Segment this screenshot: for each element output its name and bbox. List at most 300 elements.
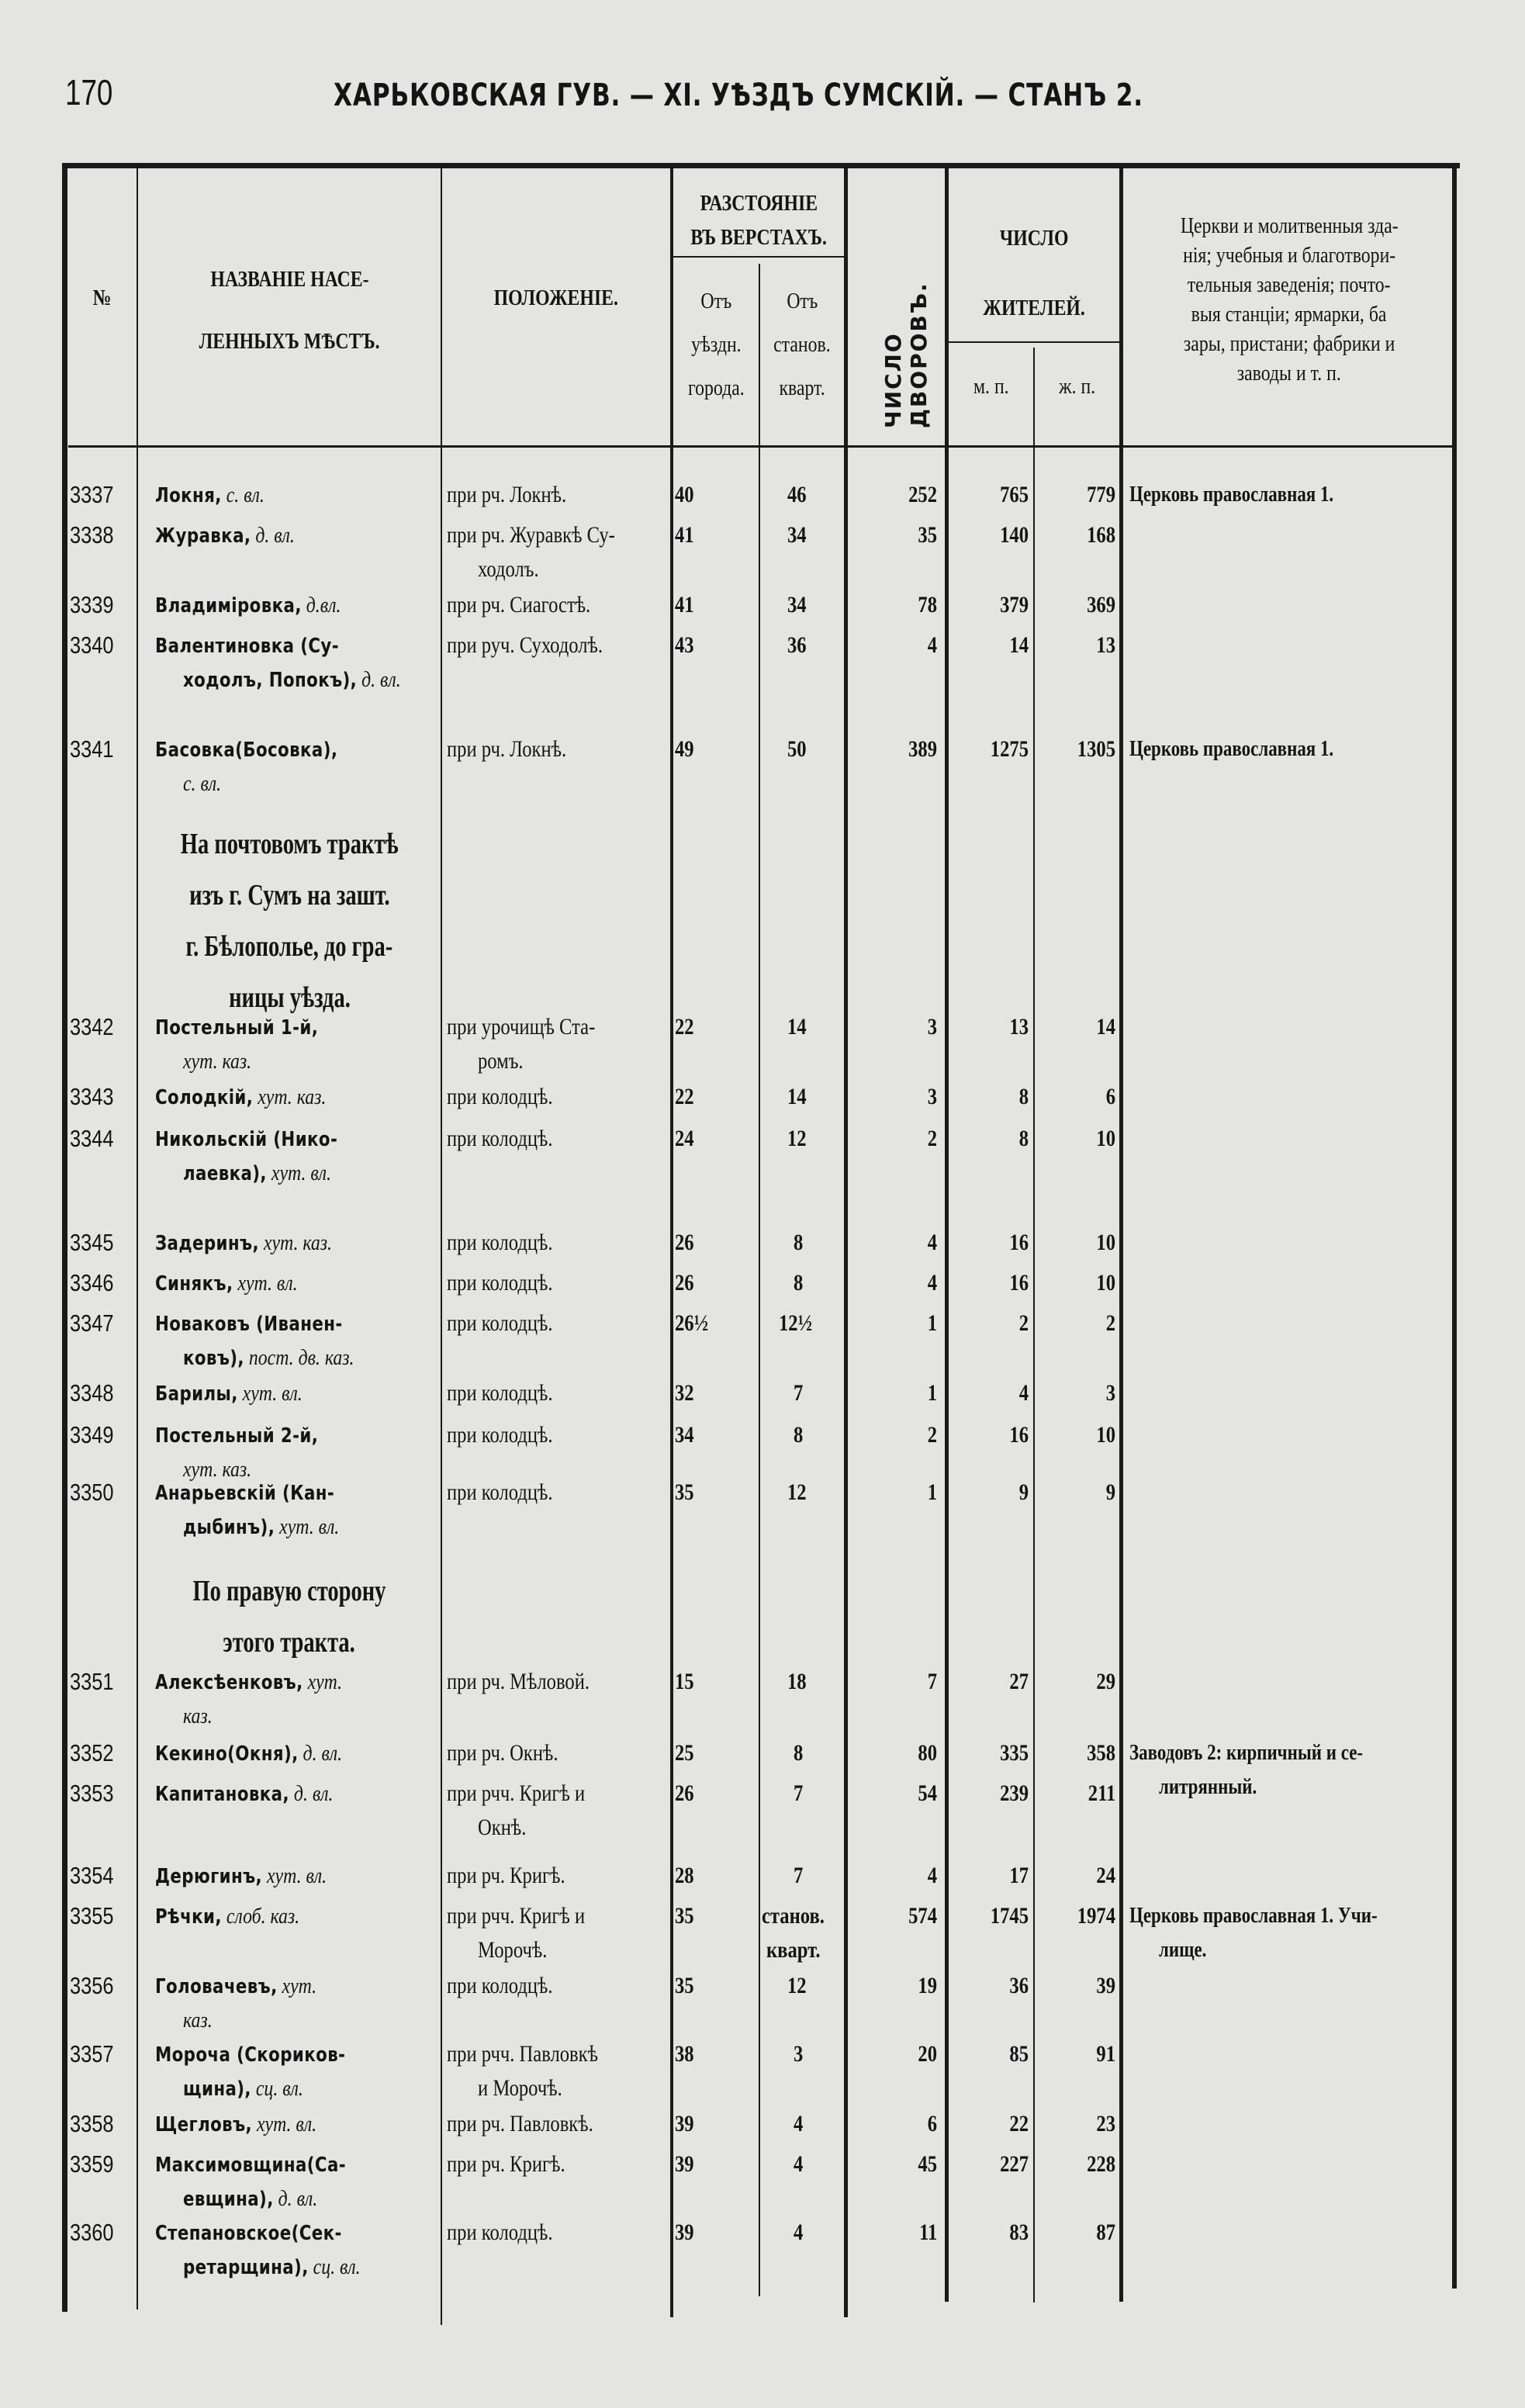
male-count-text: 14	[1009, 632, 1029, 658]
distance-from-city-text: 40	[675, 482, 694, 507]
position-text: при урочищѣ Ста-	[447, 1014, 596, 1040]
position	[447, 1308, 670, 1339]
female-count	[1036, 520, 1115, 551]
settlement-name	[155, 1268, 439, 1299]
female-count	[1036, 1378, 1115, 1409]
header-from-stan-3: кварт.	[779, 375, 825, 400]
position	[447, 1268, 670, 1299]
settlement-name-wrap	[155, 2109, 316, 2140]
distance-from-stan	[762, 1308, 836, 1339]
households-text: 19	[918, 1973, 937, 1998]
female-count-text: 10	[1096, 1422, 1115, 1448]
settlement-name	[155, 1778, 439, 1810]
position-text: при колодцѣ.	[447, 2219, 553, 2245]
header-from-city-2: уѣздн.	[690, 332, 742, 357]
settlement-name-text: Постельный 1-й,	[155, 1016, 319, 1040]
male-count	[951, 1081, 1029, 1112]
distance-from-stan	[762, 630, 836, 661]
distance-from-city	[675, 1081, 752, 1112]
settlement-name-cont-wrap	[183, 1511, 339, 1543]
col-sep-distance	[844, 168, 848, 2317]
settlement-name-cont-text: ковъ),	[183, 1347, 244, 1370]
position	[447, 2109, 670, 2140]
households-text: 4	[927, 1230, 937, 1255]
distance-from-city	[675, 2217, 752, 2248]
position-cont	[478, 1046, 670, 1077]
male-count-text: 22	[1009, 2111, 1029, 2136]
distance-from-city	[675, 1012, 752, 1043]
female-count-text: 91	[1096, 2041, 1115, 2067]
households-text: 1	[927, 1310, 937, 1336]
distance-from-stan-text: 8	[793, 1270, 803, 1296]
row-number	[70, 1477, 137, 1508]
distance-from-stan-text: 7	[793, 1380, 803, 1406]
male-count	[951, 1970, 1029, 2001]
distance-from-city	[675, 1666, 752, 1697]
section-line: По правую сторону	[192, 1575, 386, 1607]
households	[853, 1420, 937, 1451]
section-line: изъ г. Сумъ на зашт.	[188, 879, 390, 912]
row-number-text: 3348	[70, 1379, 114, 1406]
row-number-text: 3344	[70, 1125, 114, 1152]
settlement-name-wrap	[155, 2149, 346, 2181]
distance-from-stan-text: 34	[787, 522, 807, 548]
settlement-type: д. вл.	[303, 1741, 343, 1766]
settlement-name-cont-wrap	[183, 1342, 354, 1374]
male-count	[951, 1268, 1029, 1299]
households	[853, 1123, 937, 1154]
settlement-name-cont	[183, 1342, 439, 1374]
settlement-name-text: Солодкій,	[155, 1086, 254, 1109]
distance-from-stan-text: 12	[787, 1126, 807, 1151]
male-count	[951, 1666, 1029, 1697]
female-count-text: 9	[1105, 1479, 1115, 1505]
header-male	[949, 369, 1033, 403]
female-count	[1036, 630, 1115, 661]
settlement-name-cont	[183, 664, 439, 696]
distance-from-stan	[762, 734, 836, 765]
notes-cont	[1159, 1772, 1449, 1803]
distance-from-stan	[762, 2109, 836, 2140]
settlement-name-cont	[183, 1511, 439, 1543]
female-count	[1036, 590, 1115, 621]
settlement-name-wrap	[155, 2217, 342, 2249]
households-text: 1	[927, 1479, 937, 1505]
households-text: 4	[927, 1863, 937, 1888]
distance-from-stan-text: 50	[787, 736, 807, 762]
settlement-type: хут. вл.	[256, 2112, 317, 2136]
position-text: при колодцѣ.	[447, 1084, 553, 1109]
settlement-name	[155, 1970, 439, 2002]
row-number-text: 3343	[70, 1083, 114, 1110]
male-count	[951, 2217, 1029, 2248]
settlement-type: слоб. каз.	[226, 1904, 300, 1929]
position-text: при колодцѣ.	[447, 1973, 553, 1998]
row-number-text: 3355	[70, 1902, 114, 1929]
header-from-stan	[760, 279, 844, 410]
female-count-text: 10	[1096, 1230, 1115, 1255]
distance-from-city-text: 39	[675, 2219, 694, 2245]
settlement-type-cont: хут. каз.	[183, 1049, 252, 1074]
male-count	[951, 1012, 1029, 1043]
position-text: при колодцѣ.	[447, 1270, 553, 1296]
male-count	[951, 734, 1029, 765]
distance-from-stan	[762, 590, 836, 621]
distance-from-stan	[762, 1666, 836, 1697]
distance-from-stan	[762, 1012, 836, 1043]
households-text: 4	[927, 632, 937, 658]
position-text: при колодцѣ.	[447, 1230, 553, 1255]
distance-from-city-text: 22	[675, 1014, 694, 1040]
col-sep-male	[1033, 348, 1035, 2302]
female-count-text: 1974	[1077, 1903, 1115, 1929]
settlement-name-text: Басовка(Босовка),	[155, 739, 338, 762]
settlement-name-wrap	[155, 1970, 316, 2002]
distance-from-stan-text: 7	[793, 1863, 803, 1888]
settlement-type: хут. каз.	[263, 1230, 333, 1255]
distance-from-city-text: 25	[675, 1740, 694, 1766]
row-number	[70, 1666, 137, 1697]
distance-from-city-text: 38	[675, 2041, 694, 2067]
male-count	[951, 2109, 1029, 2140]
position-cont-text: ходолъ.	[478, 556, 539, 582]
header-name-line2: ЛЕННЫХЪ МѢСТЪ.	[199, 329, 380, 354]
distance-from-stan	[762, 479, 836, 510]
header-notes-5: зары, пристани; фабрики и	[1183, 331, 1395, 356]
distance-from-city	[675, 1477, 752, 1508]
header-position-label: ПОЛОЖЕНІЕ.	[493, 285, 619, 310]
settlement-name-wrap	[155, 1420, 318, 1451]
distance-from-city-text: 26½	[675, 1310, 709, 1336]
header-bottom-rule	[68, 445, 1452, 448]
header-distance	[673, 186, 844, 254]
row-number	[70, 1738, 137, 1769]
distance-from-stan	[762, 1227, 836, 1258]
settlement-type: д. вл.	[293, 1781, 334, 1806]
settlement-name-wrap	[155, 1901, 299, 1932]
households	[853, 520, 937, 551]
distance-from-city	[675, 479, 752, 510]
position	[447, 1477, 670, 1508]
male-count	[951, 1477, 1029, 1508]
settlement-name-cont	[183, 1157, 439, 1189]
households-text: 80	[918, 1740, 937, 1766]
row-number	[70, 1123, 137, 1154]
settlement-name-wrap	[155, 1081, 326, 1113]
settlement-name	[155, 1420, 439, 1451]
female-count-text: 3	[1105, 1380, 1115, 1406]
settlement-name-wrap	[155, 1123, 337, 1155]
distance-from-stan-text: 12	[787, 1479, 807, 1505]
notes-cont-text: литрянный.	[1159, 1775, 1257, 1799]
row-number	[70, 1860, 137, 1891]
female-count	[1036, 1901, 1115, 1932]
settlement-name	[155, 1123, 439, 1155]
position	[447, 1378, 670, 1409]
distance-from-stan-text: 46	[787, 482, 807, 507]
households	[853, 479, 937, 510]
households	[853, 734, 937, 765]
notes-text: Церковь православная 1.	[1129, 737, 1334, 761]
male-count-text: 83	[1009, 2219, 1029, 2245]
female-count-text: 6	[1105, 1084, 1115, 1109]
position	[447, 1738, 670, 1769]
position-text: при рч. Локнѣ.	[447, 736, 567, 762]
settlement-name-text: Алексѣенковъ,	[155, 1671, 303, 1694]
households-text: 6	[927, 2111, 937, 2136]
header-notes-6: заводы и т. п.	[1236, 361, 1342, 386]
distance-from-stan-text: 12	[787, 1973, 807, 1998]
position-text: при рч. Кригѣ.	[447, 2151, 565, 2177]
settlement-name-wrap	[155, 1860, 327, 1892]
male-count-text: 13	[1009, 1014, 1029, 1040]
male-count-text: 335	[1000, 1740, 1029, 1766]
male-count	[951, 1420, 1029, 1451]
row-number-text: 3360	[70, 2219, 114, 2246]
position-text: при рч. Павловкѣ.	[447, 2111, 593, 2136]
female-count	[1036, 1860, 1115, 1891]
female-count	[1036, 2109, 1115, 2140]
position	[447, 1081, 670, 1112]
settlement-type-cont: хут. каз.	[183, 1457, 252, 1482]
header-from-stan-2: станов.	[773, 332, 831, 357]
row-number-text: 3359	[70, 2150, 114, 2178]
distance-from-city-text: 35	[675, 1479, 694, 1505]
households-text: 45	[918, 2151, 937, 2177]
households-text: 7	[927, 1669, 937, 1694]
row-number	[70, 1378, 137, 1409]
male-count-text: 239	[1000, 1780, 1029, 1806]
settlement-name-wrap	[155, 2039, 345, 2071]
female-count-text: 228	[1087, 2151, 1115, 2177]
female-count	[1036, 1308, 1115, 1339]
male-count	[951, 1378, 1029, 1409]
header-notes-3: тельныя заведенія; почто-	[1188, 272, 1391, 297]
notes-cont-text: лище.	[1159, 1938, 1207, 1962]
distance-from-city	[675, 1378, 752, 1409]
notes	[1129, 479, 1449, 510]
settlement-type-cont: д. вл.	[361, 667, 401, 692]
header-notes-4: выя станціи; ярмарки, ба	[1191, 302, 1387, 327]
notes	[1129, 1738, 1449, 1769]
settlement-name-cont-text: щина),	[183, 2078, 251, 2101]
female-count-text: 23	[1096, 2111, 1115, 2136]
col-sep-position	[670, 168, 673, 2317]
settlement-name	[155, 479, 439, 511]
settlement-name-text: Владиміровка,	[155, 594, 302, 618]
households	[853, 590, 937, 621]
settlement-name-cont	[183, 768, 439, 800]
households	[853, 2109, 937, 2140]
row-number-text: 3351	[70, 1668, 114, 1695]
row-number	[70, 1308, 137, 1339]
distance-from-stan-text: 34	[787, 592, 807, 618]
distance-from-stan-text: 14	[787, 1014, 807, 1040]
distance-from-city	[675, 2109, 752, 2140]
position-cont-text: ромъ.	[478, 1048, 524, 1074]
settlement-type-cont: пост. дв. каз.	[248, 1345, 354, 1370]
row-number-text: 3357	[70, 2040, 114, 2067]
header-name	[138, 248, 441, 372]
row-number-text: 3342	[70, 1013, 114, 1040]
male-count-text: 1745	[990, 1903, 1029, 1929]
row-number	[70, 2039, 137, 2070]
distance-from-city	[675, 1970, 752, 2001]
settlement-name	[155, 2149, 439, 2181]
male-count	[951, 479, 1029, 510]
position-text: при рч. Мѣловой.	[447, 1669, 590, 1694]
position-text: при колодцѣ.	[447, 1310, 553, 1336]
col-sep-dvorov	[945, 168, 949, 2302]
position-cont	[478, 1812, 670, 1843]
households	[853, 1477, 937, 1508]
settlement-name	[155, 590, 439, 621]
female-count	[1036, 1666, 1115, 1697]
households-text: 574	[908, 1903, 937, 1929]
female-count-text: 211	[1088, 1780, 1115, 1806]
settlement-name	[155, 1477, 439, 1509]
section-line: ницы уѣзда.	[228, 981, 351, 1014]
settlement-name-cont	[183, 1700, 439, 1732]
position-text: при колодцѣ.	[447, 1479, 553, 1505]
distance-from-city	[675, 1778, 752, 1809]
female-count	[1036, 1227, 1115, 1258]
col-sep-inhabitants	[1119, 168, 1123, 2302]
male-count-text: 1275	[990, 736, 1029, 762]
section-line: На почтовомъ трактѣ	[180, 828, 399, 860]
female-count	[1036, 1970, 1115, 2001]
female-count	[1036, 734, 1115, 765]
female-count	[1036, 1778, 1115, 1809]
position-text: при рчч. Кригѣ и	[447, 1903, 586, 1929]
header-distance-line2: ВЪ ВЕРСТАХЪ.	[690, 225, 827, 250]
households	[853, 1738, 937, 1769]
settlement-name-wrap	[155, 1012, 318, 1043]
female-count-text: 369	[1087, 592, 1115, 618]
settlement-name	[155, 1860, 439, 1892]
row-number-text: 3354	[70, 1862, 114, 1889]
households	[853, 2039, 937, 2070]
distance-from-city-text: 39	[675, 2111, 694, 2136]
position	[447, 1970, 670, 2001]
distance-from-city-text: 26	[675, 1230, 694, 1255]
distance-from-stan-text: 36	[787, 632, 807, 658]
header-female-label: ж. п.	[1059, 374, 1095, 399]
settlement-name-wrap	[155, 630, 339, 662]
row-number-text: 3341	[70, 735, 114, 763]
header-dvorov: ЧИСЛО ДВОРОВЪ.	[880, 282, 932, 428]
distance-from-stan-text: 14	[787, 1084, 807, 1109]
position	[447, 1227, 670, 1258]
header-num-label: №	[93, 285, 112, 310]
row-number	[70, 2109, 137, 2140]
households	[853, 1227, 937, 1258]
distance-from-city-text: 32	[675, 1380, 694, 1406]
row-number	[70, 479, 137, 510]
distance-from-stan	[762, 1268, 836, 1299]
distance-from-stan-cont-text: кварт.	[766, 1937, 821, 1963]
households	[853, 1012, 937, 1043]
female-count-text: 1305	[1077, 736, 1115, 762]
female-count	[1036, 2039, 1115, 2070]
settlement-name-wrap	[155, 1778, 333, 1810]
distance-from-city	[675, 1268, 752, 1299]
distance-from-stan	[762, 1778, 836, 1809]
male-count	[951, 590, 1029, 621]
distance-from-stan	[762, 1477, 836, 1508]
households-text: 3	[927, 1084, 937, 1109]
position-text: при руч. Суходолѣ.	[447, 632, 603, 658]
distance-from-stan	[762, 1420, 836, 1451]
female-count-text: 358	[1087, 1740, 1115, 1766]
settlement-name	[155, 1901, 439, 1932]
row-number	[70, 1268, 137, 1299]
position	[447, 1901, 670, 1932]
distance-from-stan-text: 12½	[778, 1310, 812, 1336]
settlement-name-cont-wrap	[183, 2251, 361, 2283]
row-number-text: 3358	[70, 2110, 114, 2137]
male-count	[951, 1901, 1029, 1932]
position	[447, 2217, 670, 2248]
distance-from-city	[675, 520, 752, 551]
female-count	[1036, 1268, 1115, 1299]
settlement-name-text: Анарьевскій (Кан-	[155, 1482, 335, 1505]
distance-from-city	[675, 1123, 752, 1154]
settlement-name-wrap	[155, 1308, 343, 1340]
female-count-text: 168	[1087, 522, 1115, 548]
male-count-text: 140	[1000, 522, 1029, 548]
male-count-text: 227	[1000, 2151, 1029, 2177]
row-number-text: 3345	[70, 1229, 114, 1256]
col-sep-name	[441, 168, 442, 2325]
row-number-text: 3339	[70, 591, 114, 618]
distance-from-stan-cont	[762, 1935, 836, 1966]
settlement-name-cont-wrap	[183, 2183, 317, 2215]
distance-from-city	[675, 1901, 752, 1932]
settlement-name	[155, 1227, 439, 1259]
header-notes-2: нія; учебныя и благотвори-	[1182, 243, 1396, 268]
female-count	[1036, 1123, 1115, 1154]
households	[853, 1901, 937, 1932]
row-number	[70, 520, 137, 551]
position-text: при колодцѣ.	[447, 1126, 553, 1151]
settlement-name-cont-wrap	[183, 2073, 303, 2105]
distance-from-city	[675, 734, 752, 765]
row-number	[70, 2217, 137, 2248]
settlement-name-cont-wrap	[183, 664, 401, 696]
households	[853, 1378, 937, 1409]
row-number	[70, 734, 137, 765]
female-count-text: 779	[1087, 482, 1115, 507]
settlement-name-text: Барилы,	[155, 1382, 238, 1406]
settlement-type: хут. вл.	[266, 1863, 327, 1888]
position-text: при рч. Сиагостѣ.	[447, 592, 591, 618]
distance-from-city	[675, 2149, 752, 2180]
row-number-text: 3349	[70, 1421, 114, 1448]
settlement-type: с. вл.	[226, 483, 265, 507]
settlement-type-cont: с. вл.	[183, 771, 222, 796]
header-female	[1035, 369, 1119, 403]
row-number-text: 3352	[70, 1739, 114, 1766]
settlement-name-cont-wrap	[183, 2005, 213, 2036]
header-inhabitants-2: ЖИТЕЛЕЙ.	[983, 296, 1085, 320]
position	[447, 1860, 670, 1891]
settlement-name-text: Синякъ,	[155, 1272, 233, 1296]
distance-from-city	[675, 1420, 752, 1451]
distance-from-stan	[762, 1081, 836, 1112]
settlement-name	[155, 734, 439, 766]
households-text: 54	[918, 1780, 937, 1806]
